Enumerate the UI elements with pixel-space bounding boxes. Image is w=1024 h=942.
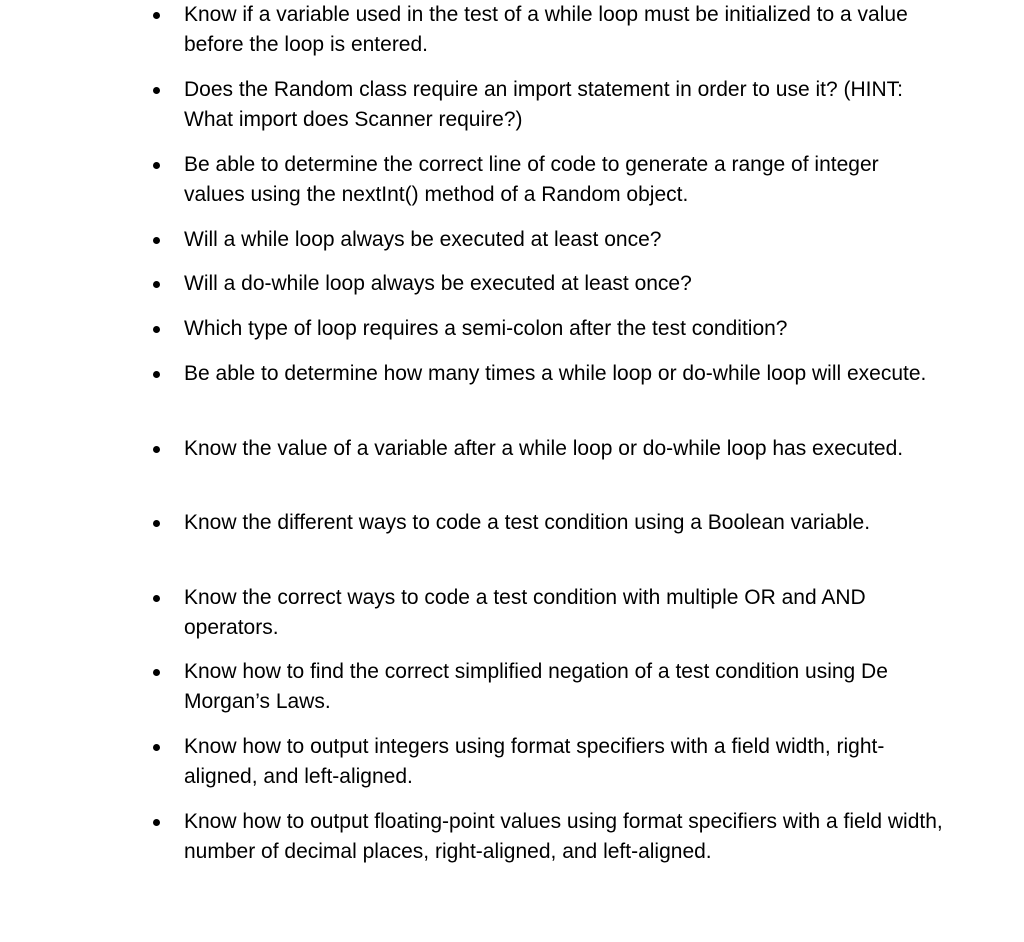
list-item [184,0,944,60]
list-item-text: Know the correct ways to code a test condition with multiple OR and AND operators. [184,586,866,639]
list-item [184,657,944,717]
list-item [184,150,944,210]
list-item-text: Will a while loop always be executed at least once? [184,228,662,251]
list-item-text: Will a do-while loop always be executed at least once? [184,272,692,295]
list-item [184,359,944,389]
list-item [184,807,944,867]
list-item-text: Know if a variable used in the test of a while loop must be initialized to a value before the loop is entered. [184,3,908,56]
list-item-text: Does the Random class require an import statement in order to use it? (HINT: What import does Scanner require?) [184,78,903,131]
bullet-icon [153,162,160,169]
bullet-icon [153,371,160,378]
list-item-text: Be able to determine the correct line of code to generate a range of integer values using the nextInt() method of a Random object. [184,153,879,206]
bullet-icon [153,326,160,333]
bullet-icon [153,446,160,453]
list-item [184,75,944,135]
list-item-text: Which type of loop requires a semi-colon after the test condition? [184,317,788,340]
list-item [184,225,944,255]
bullet-icon [153,520,160,527]
list-item-text: Know how to find the correct simplified negation of a test condition using De Morgan’s Laws. [184,660,888,713]
list-item [184,269,944,299]
list-item-text: Know how to output floating-point values using format specifiers with a field width, number of decimal places, right-aligned, and left-aligned. [184,810,943,863]
list-item [184,732,944,792]
list-item-text: Be able to determine how many times a while loop or do-while loop will execute. [184,362,927,385]
bullet-icon [153,87,160,94]
bullet-icon [153,281,160,288]
list-item-text: Know how to output integers using format specifiers with a field width, right-aligned, and left-aligned. [184,735,885,788]
bullet-icon [153,12,160,19]
bullet-icon [153,669,160,676]
bullet-icon [153,744,160,751]
list-item [184,434,944,464]
bullet-icon [153,595,160,602]
bullet-icon [153,237,160,244]
list-item [184,508,944,538]
list-item-text: Know the value of a variable after a while loop or do-while loop has executed. [184,437,904,460]
list-item [184,583,944,643]
list-item [184,314,944,344]
list-item-text: Know the different ways to code a test condition using a Boolean variable. [184,511,871,534]
bullet-icon [153,819,160,826]
